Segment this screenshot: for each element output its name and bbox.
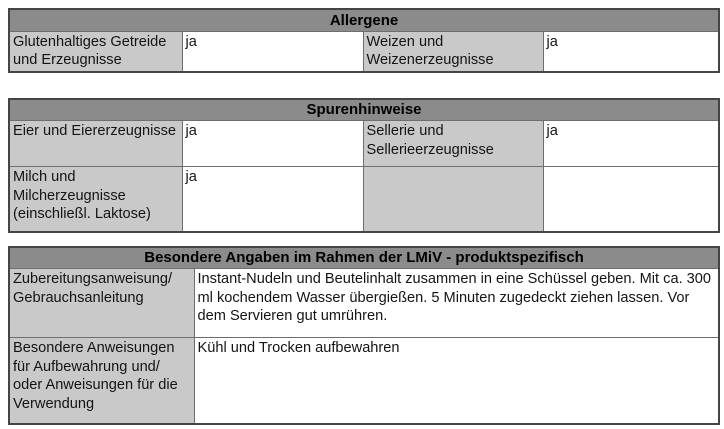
info-label-cell: Besondere Anweisungen für Aufbewahrung und/ oder Anweisungen für die Verwendung bbox=[9, 338, 194, 424]
besondere-angaben-table bbox=[8, 246, 720, 425]
allergen-value-cell: ja bbox=[182, 31, 363, 72]
allergene-table-title: Allergene bbox=[9, 9, 719, 31]
trace-value-cell: ja bbox=[182, 121, 363, 167]
allergen-label-cell: Weizen und Weizenerzeugnisse bbox=[363, 31, 543, 72]
info-label-cell: Zubereitungsanweisung/ Gebrauchsanleitung bbox=[9, 269, 194, 338]
trace-label-cell: Milch und Milcherzeugnisse (einschließl. Laktose) bbox=[9, 167, 182, 232]
table-row bbox=[9, 167, 719, 232]
trace-label-cell-empty bbox=[363, 167, 543, 232]
spurenhinweise-table bbox=[8, 98, 720, 233]
trace-value-cell: ja bbox=[543, 121, 719, 167]
besondere-angaben-header-row bbox=[9, 247, 719, 269]
allergen-label-cell: Glutenhaltiges Getreide und Erzeugnisse bbox=[9, 31, 182, 72]
besondere-angaben-table-title: Besondere Angaben im Rahmen der LMiV - produktspezifisch bbox=[9, 247, 719, 269]
trace-value-cell: ja bbox=[182, 167, 363, 232]
info-value-cell: Instant-Nudeln und Beutelinhalt zusammen in eine Schüssel geben. Mit ca. 300 ml kochendem Wasser übergießen. 5 Minuten zugedeckt ziehen lassen. Vor dem Servieren gut umrühren. bbox=[194, 269, 719, 338]
allergene-table bbox=[8, 8, 720, 73]
allergene-header-row bbox=[9, 9, 719, 31]
table-row bbox=[9, 121, 719, 167]
spurenhinweise-table-title: Spurenhinweise bbox=[9, 99, 719, 121]
allergen-value-cell: ja bbox=[543, 31, 719, 72]
trace-label-cell: Sellerie und Sellerieerzeugnisse bbox=[363, 121, 543, 167]
spurenhinweise-header-row bbox=[9, 99, 719, 121]
table-row bbox=[9, 269, 719, 338]
info-value-cell: Kühl und Trocken aufbewahren bbox=[194, 338, 719, 424]
table-row bbox=[9, 338, 719, 424]
trace-value-cell-empty bbox=[543, 167, 719, 232]
trace-label-cell: Eier und Eiererzeugnisse bbox=[9, 121, 182, 167]
table-row bbox=[9, 31, 719, 72]
